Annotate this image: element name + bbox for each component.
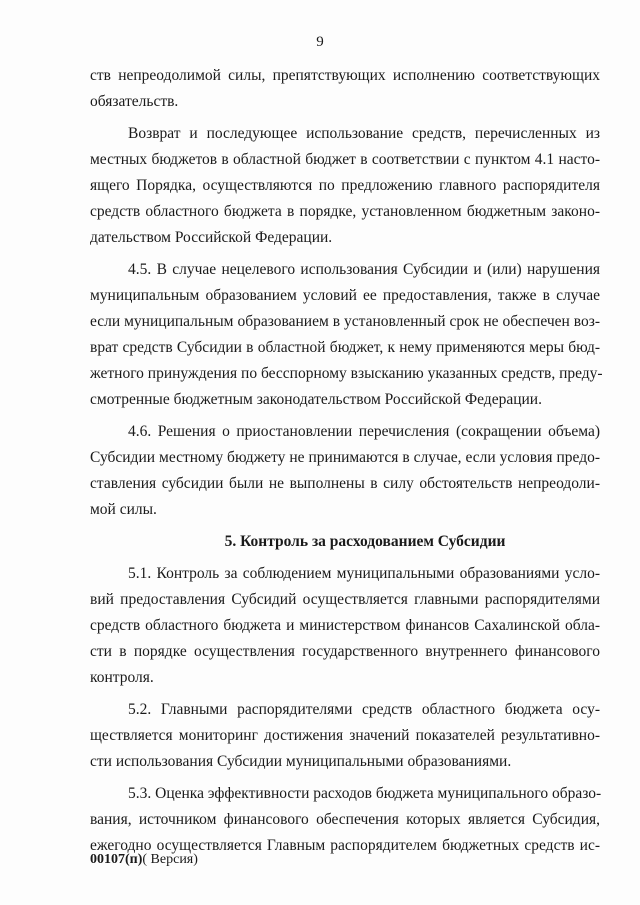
paragraph: [90, 121, 600, 251]
text-line: ществляется мониторинг достижения значений показателей результативно-: [90, 727, 600, 744]
text-line: ящего Порядка, осуществляются по предложению главного распорядителя: [90, 177, 600, 194]
text-line: жетного принуждения по бесспорному взысканию указанных средств, преду-: [90, 365, 603, 382]
text-line: Возврат и последующее использование средств, перечисленных из: [128, 125, 600, 142]
text-line: дательством Российской Федерации.: [90, 229, 333, 246]
body-text: [90, 63, 603, 865]
text-line: 5.1. Контроль за соблюдением муниципальными образованиями усло-: [128, 565, 600, 582]
section-5-body: [90, 561, 600, 859]
page-number: 9: [316, 34, 324, 50]
text-line: вания, источником финансового обеспечения которых является Субсидия,: [90, 811, 600, 828]
text-line: местных бюджетов в областной бюджет в соответствии с пунктом 4.1 насто-: [90, 151, 600, 168]
paragraph: [90, 697, 600, 775]
text-line: средств областного бюджета и министерством финансов Сахалинской обла-: [90, 617, 600, 634]
paragraph: [90, 781, 600, 859]
text-line: 4.5. В случае нецелевого использования Субсидии и (или) нарушения: [128, 261, 600, 278]
section-heading: 5. Контроль за расходованием Субсидии: [224, 533, 506, 550]
text-line: муниципальным образованием условий ее предоставления, также в случае: [90, 287, 600, 304]
text-line: 4.6. Решения о приостановлении перечисления (сокращении объема): [128, 423, 600, 440]
text-line: ств непреодолимой силы, препятствующих исполнению соответствующих: [90, 67, 600, 84]
footer-version: ( Версия): [142, 852, 198, 867]
section-4-continuation: [90, 63, 603, 523]
text-line: сти в порядке осуществления государственного внутреннего финансового: [90, 643, 600, 660]
text-line: обязательств.: [90, 93, 179, 110]
paragraph: [90, 561, 600, 691]
text-line: контроля.: [90, 669, 154, 686]
text-line: врат средств Субсидии в областной бюджет, к нему применяются меры бюд-: [90, 339, 600, 356]
footer-code: 00107(п): [90, 852, 143, 867]
paragraph: [90, 257, 603, 413]
text-line: смотренные бюджетным законодательством Российской Федерации.: [90, 391, 542, 408]
paragraph: [90, 419, 600, 523]
text-line: сти использования Субсидии муниципальными образованиями.: [90, 753, 512, 770]
text-line: ежегодно осуществляется Главным распорядителем бюджетных средств ис-: [90, 837, 600, 854]
text-line: 5.3. Оценка эффективности расходов бюджета муниципального образо-: [128, 785, 602, 802]
text-line: 5.2. Главными распорядителями средств областного бюджета осу-: [128, 701, 600, 718]
text-line: средств областного бюджета в порядке, установленном бюджетным законо-: [90, 203, 600, 220]
text-line: Субсидии местному бюджету не принимаются в случае, если условия предо-: [90, 449, 600, 466]
text-line: ставления субсидии были не выполнены в силу обстоятельств непреодоли-: [90, 475, 600, 492]
text-line: вий предоставления Субсидий осуществляется главными распорядителями: [90, 591, 600, 608]
paragraph: [90, 63, 600, 115]
document-footer: [90, 852, 198, 868]
text-line: если муниципальным образованием в установленный срок не обеспечен воз-: [90, 313, 600, 330]
text-line: мой силы.: [90, 501, 157, 518]
